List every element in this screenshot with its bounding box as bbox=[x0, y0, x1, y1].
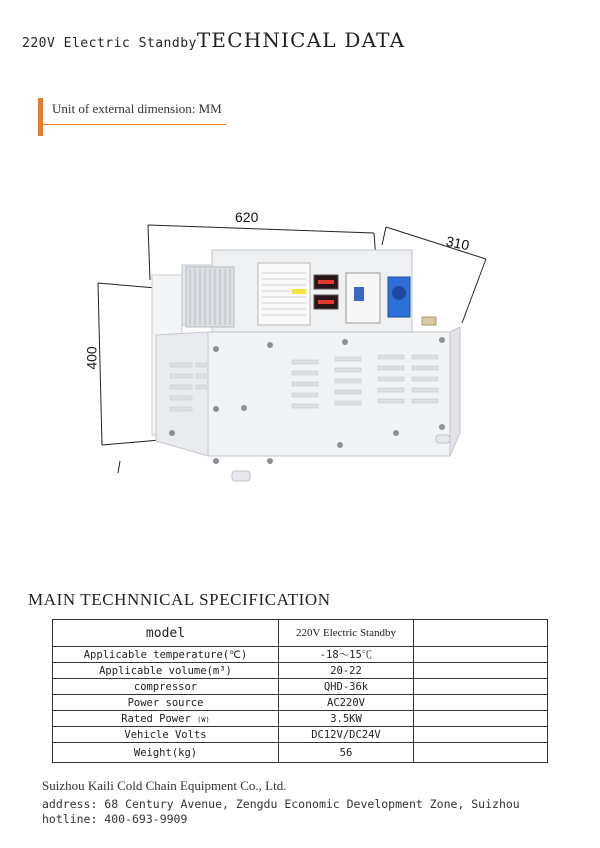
table-cell-value: 220V Electric Standby bbox=[279, 620, 414, 647]
table-cell-value: 20-22 bbox=[279, 663, 414, 679]
company-hotline: hotline: 400-693-9909 bbox=[42, 812, 188, 826]
table-row bbox=[53, 647, 548, 663]
dimension-unit-note bbox=[38, 98, 226, 136]
table-cell-label: Power source bbox=[53, 695, 279, 711]
dimension-depth-label: 310 bbox=[444, 232, 471, 254]
dimension-width-label: 620 bbox=[235, 209, 259, 225]
table-cell-empty bbox=[414, 663, 548, 679]
table-cell-value: -18～15℃ bbox=[279, 647, 414, 663]
table-row bbox=[53, 695, 548, 711]
company-name: Suizhou Kaili Cold Chain Equipment Co., Ltd. bbox=[42, 778, 287, 793]
table-cell-empty bbox=[414, 679, 548, 695]
company-address: address: 68 Century Avenue, Zengdu Economic Development Zone, Suizhou bbox=[42, 797, 520, 811]
rated-power-label: Rated Power bbox=[121, 712, 191, 725]
table-cell-empty bbox=[414, 743, 548, 763]
table-cell-value: 56 bbox=[279, 743, 414, 763]
table-cell-value: QHD-36k bbox=[279, 679, 414, 695]
section-title: MAIN TECHNNICAL SPECIFICATION bbox=[28, 590, 331, 609]
dimension-height-label: 400 bbox=[83, 346, 100, 370]
table-cell-value: DC12V/DC24V bbox=[279, 727, 414, 743]
header-prefix: 220V Electric Standby bbox=[22, 36, 197, 51]
spec-table bbox=[52, 619, 548, 763]
table-row bbox=[53, 711, 548, 727]
table-header-row bbox=[53, 620, 548, 647]
dimension-unit-text: Unit of external dimension: MM bbox=[52, 101, 222, 116]
heat-sink bbox=[186, 267, 234, 327]
header-title: TECHNICAL DATA bbox=[196, 28, 406, 52]
table-cell-label: Applicable volume(m³) bbox=[53, 663, 279, 679]
table-row bbox=[53, 727, 548, 743]
table-cell-label: model bbox=[53, 620, 279, 647]
page-header bbox=[22, 28, 405, 52]
table-cell-empty bbox=[414, 695, 548, 711]
table-cell-empty bbox=[414, 727, 548, 743]
table-row bbox=[53, 663, 548, 679]
table-cell-empty bbox=[414, 620, 548, 647]
table-cell-empty bbox=[414, 711, 548, 727]
table-cell-label: Applicable temperature(℃) bbox=[53, 647, 279, 663]
table-cell-value: 3.5KW bbox=[279, 711, 414, 727]
footer bbox=[42, 778, 520, 827]
product-image bbox=[60, 205, 540, 495]
table-row bbox=[53, 679, 548, 695]
table-cell-label bbox=[53, 711, 279, 727]
table-cell-label: Vehicle Volts bbox=[53, 727, 279, 743]
rated-power-unit: (W) bbox=[197, 715, 210, 724]
accent-underline bbox=[38, 124, 226, 125]
table-cell-empty bbox=[414, 647, 548, 663]
table-row bbox=[53, 743, 548, 763]
table-cell-value: AC220V bbox=[279, 695, 414, 711]
table-cell-label: Weight(kg) bbox=[53, 743, 279, 763]
accent-bar bbox=[38, 98, 43, 136]
table-cell-label: compressor bbox=[53, 679, 279, 695]
